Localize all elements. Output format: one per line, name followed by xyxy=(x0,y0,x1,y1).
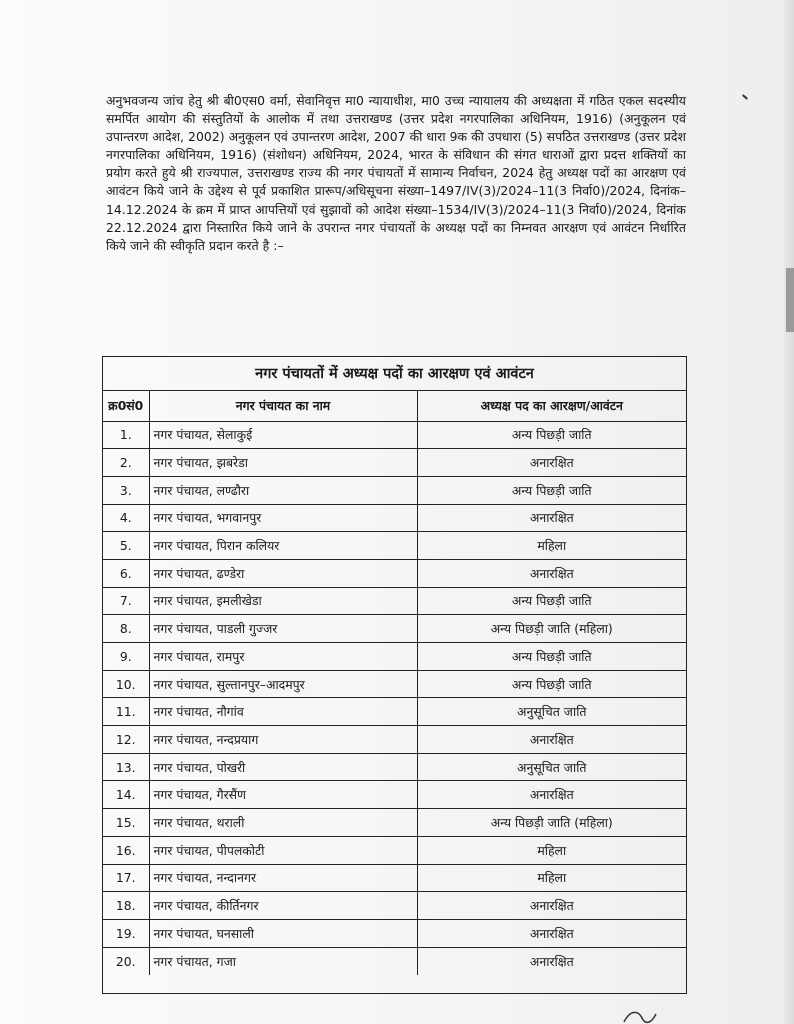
cell-name: नगर पंचायत, कीर्तिनगर xyxy=(149,892,417,920)
header-serial: क्र0सं0 xyxy=(103,391,149,421)
table-row xyxy=(103,421,686,449)
signature-scribble xyxy=(620,1008,660,1024)
cell-reservation: अनारक्षित xyxy=(417,559,686,587)
cell-serial: 17. xyxy=(103,864,149,892)
cell-reservation: अन्य पिछड़ी जाति xyxy=(417,587,686,615)
cell-serial: 10. xyxy=(103,670,149,698)
cell-name: नगर पंचायत, गजा xyxy=(149,947,417,975)
page-edge-shadow xyxy=(784,0,794,1024)
cell-name: नगर पंचायत, नौगांव xyxy=(149,698,417,726)
table-row xyxy=(103,836,686,864)
cell-reservation: अनुसूचित जाति xyxy=(417,698,686,726)
cell-serial: 4. xyxy=(103,504,149,532)
cell-serial: 13. xyxy=(103,753,149,781)
table-row xyxy=(103,726,686,754)
cell-serial: 6. xyxy=(103,559,149,587)
table-row xyxy=(103,587,686,615)
cell-name: नगर पंचायत, भगवानपुर xyxy=(149,504,417,532)
cell-reservation: अनारक्षित xyxy=(417,449,686,477)
cell-serial: 9. xyxy=(103,643,149,671)
cell-reservation: अन्य पिछड़ी जाति xyxy=(417,421,686,449)
cell-name: नगर पंचायत, पीपलकोटी xyxy=(149,836,417,864)
cell-serial: 8. xyxy=(103,615,149,643)
cell-name: नगर पंचायत, रामपुर xyxy=(149,643,417,671)
cell-name: नगर पंचायत, गैरसैंण xyxy=(149,781,417,809)
table-header-row xyxy=(103,391,686,421)
cell-name: नगर पंचायत, झबरेडा xyxy=(149,449,417,477)
cell-name: नगर पंचायत, पोखरी xyxy=(149,753,417,781)
cell-serial: 7. xyxy=(103,587,149,615)
cell-name: नगर पंचायत, पाडली गुज्जर xyxy=(149,615,417,643)
cell-reservation: अन्य पिछड़ी जाति xyxy=(417,643,686,671)
table-row xyxy=(103,532,686,560)
cell-reservation: महिला xyxy=(417,864,686,892)
cell-reservation: अनारक्षित xyxy=(417,781,686,809)
table-row xyxy=(103,449,686,477)
cell-serial: 12. xyxy=(103,726,149,754)
cell-serial: 5. xyxy=(103,532,149,560)
cell-reservation: अन्य पिछड़ी जाति xyxy=(417,476,686,504)
cell-name: नगर पंचायत, इमलीखेडा xyxy=(149,587,417,615)
table-row xyxy=(103,559,686,587)
cell-name: नगर पंचायत, घनसाली xyxy=(149,919,417,947)
cell-reservation: महिला xyxy=(417,836,686,864)
cell-name: नगर पंचायत, नन्दप्रयाग xyxy=(149,726,417,754)
intro-paragraph: अनुभवजन्य जांच हेतु श्री बी0एस0 वर्मा, सेवानिवृत्त मा0 न्यायाधीश, मा0 उच्च न्यायालय की अध्यक्षता में गठित एकल सदस्यीय समर्पित आयोग की संस्तुतियों के आलोक में तथा उत्तराखण्ड (उत्तर प्रदेश नगरपालिका अधिनियम, 1916) (अनुकूलन एवं उपान्तरण आदेश, 2002) अनुकूलन एवं उपान्तरण आदेश, 2007 की धारा 9क की उपधारा (5) सपठित उत्तराखण्ड (उत्तर प्रदेश नगरपालिका अधिनियम, 1916) (संशोधन) अधिनियम, 2024, भारत के संविधान की संगत धाराओं द्वारा प्रदत्त शक्तियों का प्रयोग करते हुये श्री राज्यपाल, उत्तराखण्ड राज्य की नगर पंचायतों में सामान्य निर्वाचन, 2024 हेतु अध्यक्ष पदों का आरक्षण एवं आवंटन किये जाने के उद्देश्य से पूर्व प्रकाशित प्रारूप/अधिसूचना संख्या–1497/IV(3)/2024–11(3 निर्वा0)/2024, दिनांक–14.12.2024 के क्रम में प्राप्त आपत्तियों एवं सुझावों को आदेश संख्या–1534/IV(3)/2024–11(3 निर्वा0)/2024, दिनांक 22.12.2024 द्वारा निस्तारित किये जाने के उपरान्त नगर पंचायतों के अध्यक्ष पदों का निम्नवत आरक्षण एवं आवंटन निर्धारित किये जाने की स्वीकृति प्रदान करते है :– xyxy=(106,93,686,253)
table-row xyxy=(103,947,686,975)
cell-serial: 18. xyxy=(103,892,149,920)
cell-serial: 20. xyxy=(103,947,149,975)
cell-reservation: अनुसूचित जाति xyxy=(417,753,686,781)
cell-name: नगर पंचायत, ढण्डेरा xyxy=(149,559,417,587)
table-row xyxy=(103,698,686,726)
header-name: नगर पंचायत का नाम xyxy=(149,391,417,421)
cell-name: नगर पंचायत, नन्दानगर xyxy=(149,864,417,892)
cell-reservation: महिला xyxy=(417,532,686,560)
cell-serial: 1. xyxy=(103,421,149,449)
table-row xyxy=(103,615,686,643)
table-row xyxy=(103,504,686,532)
cell-name: नगर पंचायत, सुल्तानपुर–आदमपुर xyxy=(149,670,417,698)
cell-reservation: अन्य पिछड़ी जाति (महिला) xyxy=(417,615,686,643)
cell-reservation: अनारक्षित xyxy=(417,726,686,754)
cell-serial: 15. xyxy=(103,809,149,837)
cell-name: नगर पंचायत, पिरान कलियर xyxy=(149,532,417,560)
cell-reservation: अनारक्षित xyxy=(417,919,686,947)
cell-reservation: अन्य पिछड़ी जाति (महिला) xyxy=(417,809,686,837)
table-title: नगर पंचायतों में अध्यक्ष पदों का आरक्षण एवं आवंटन xyxy=(103,357,686,391)
reservation-table-box xyxy=(102,356,687,994)
cell-reservation: अन्य पिछड़ी जाति xyxy=(417,670,686,698)
cell-reservation: अनारक्षित xyxy=(417,504,686,532)
table-row xyxy=(103,919,686,947)
table-row xyxy=(103,670,686,698)
cell-reservation: अनारक्षित xyxy=(417,947,686,975)
table-row xyxy=(103,809,686,837)
cell-serial: 14. xyxy=(103,781,149,809)
table-row xyxy=(103,781,686,809)
header-reservation: अध्यक्ष पद का आरक्षण/आवंटन xyxy=(417,391,686,421)
cell-serial: 2. xyxy=(103,449,149,477)
cell-serial: 11. xyxy=(103,698,149,726)
cell-serial: 16. xyxy=(103,836,149,864)
table-row xyxy=(103,476,686,504)
cell-name: नगर पंचायत, थराली xyxy=(149,809,417,837)
table-row xyxy=(103,864,686,892)
cell-name: नगर पंचायत, लण्ढौरा xyxy=(149,476,417,504)
cell-name: नगर पंचायत, सेलाकुई xyxy=(149,421,417,449)
scroll-marker xyxy=(786,268,794,332)
table-row xyxy=(103,892,686,920)
pen-mark xyxy=(742,94,748,99)
table-row xyxy=(103,753,686,781)
cell-serial: 3. xyxy=(103,476,149,504)
cell-reservation: अनारक्षित xyxy=(417,892,686,920)
reservation-table xyxy=(103,391,686,975)
table-body xyxy=(103,421,686,975)
cell-serial: 19. xyxy=(103,919,149,947)
table-row xyxy=(103,643,686,671)
